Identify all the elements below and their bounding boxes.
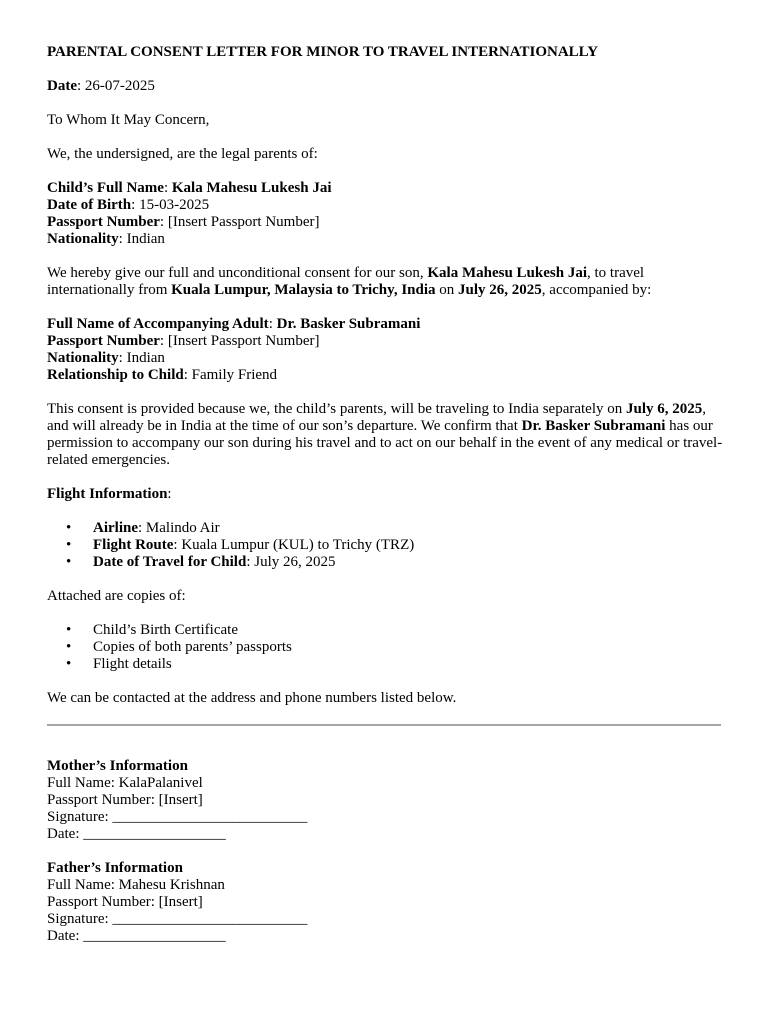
child-nationality-line bbox=[47, 231, 723, 248]
adult-passport-label: Passport Number bbox=[47, 333, 160, 349]
consent-text-1: We hereby give our full and unconditional consent for our son, bbox=[47, 265, 428, 281]
salutation: To Whom It May Concern, bbox=[47, 112, 210, 128]
adult-nationality-label: Nationality bbox=[47, 350, 119, 366]
list-item bbox=[93, 537, 723, 554]
contact-line: We can be contacted at the address and phone numbers listed below. bbox=[47, 690, 457, 706]
adult-relationship-label: Relationship to Child bbox=[47, 367, 184, 383]
flight-heading-text: Flight Information bbox=[47, 486, 168, 502]
mother-signature-line: Signature: __________________________ bbox=[47, 809, 308, 825]
adult-details bbox=[47, 316, 723, 384]
adult-passport-value: : [Insert Passport Number] bbox=[159, 333, 320, 349]
list-item: • Child’s Birth Certificate bbox=[93, 622, 723, 639]
mother-heading bbox=[47, 758, 723, 775]
reason-paragraph bbox=[47, 401, 723, 469]
adult-name-label: Full Name of Accompanying Adult bbox=[47, 316, 269, 332]
adult-nationality-line bbox=[47, 350, 723, 367]
father-heading bbox=[47, 860, 723, 877]
reason-text-3: has our permission to accompany our son during his travel and to act on our behalf in the event of any medical or travel-related emergencies. bbox=[47, 418, 723, 468]
adult-relationship-value: : Family Friend bbox=[183, 367, 278, 383]
mother-date-line: Date: ___________________ bbox=[47, 826, 226, 842]
child-dob-line bbox=[47, 197, 723, 214]
flight-heading-colon: : bbox=[167, 486, 172, 502]
consent-travel-date: July 26, 2025 bbox=[458, 282, 542, 298]
adult-nationality-value: : Indian bbox=[118, 350, 165, 366]
date-line bbox=[47, 78, 723, 95]
date-value: : 26-07-2025 bbox=[77, 78, 155, 94]
flight-route-label: Flight Route bbox=[93, 537, 174, 553]
reason-parents-date: July 6, 2025 bbox=[626, 401, 703, 417]
father-date-line: Date: ___________________ bbox=[47, 928, 226, 944]
attachments-list bbox=[47, 622, 723, 673]
date-label: Date bbox=[47, 78, 77, 94]
list-item: • Flight details bbox=[93, 656, 723, 673]
flight-route-value: : Kuala Lumpur (KUL) to Trichy (TRZ) bbox=[173, 537, 415, 553]
reason-text-1: This consent is provided because we, the child’s parents, will be traveling to India separately on bbox=[47, 401, 627, 417]
father-full-name: Full Name: Mahesu Krishnan bbox=[47, 877, 225, 893]
letter-page bbox=[47, 44, 723, 945]
father-passport: Passport Number: [Insert] bbox=[47, 894, 203, 910]
child-passport-label: Passport Number bbox=[47, 214, 160, 230]
father-info bbox=[47, 860, 723, 945]
flight-date-label: Date of Travel for Child bbox=[93, 554, 247, 570]
child-passport-value: : [Insert Passport Number] bbox=[159, 214, 320, 230]
consent-text-3: on bbox=[435, 282, 459, 298]
child-nationality-label: Nationality bbox=[47, 231, 119, 247]
father-heading-text: Father’s Information bbox=[47, 860, 183, 876]
adult-name-line bbox=[47, 316, 723, 333]
consent-paragraph bbox=[47, 265, 723, 299]
child-dob-value: : 15-03-2025 bbox=[131, 197, 210, 213]
adult-relationship-line bbox=[47, 367, 723, 384]
horizontal-divider bbox=[47, 724, 721, 726]
mother-full-name: Full Name: KalaPalanivel bbox=[47, 775, 203, 791]
consent-text-2: , to travel internationally from bbox=[47, 265, 645, 298]
flight-heading bbox=[47, 486, 723, 503]
child-name-line bbox=[47, 180, 723, 197]
child-details bbox=[47, 180, 723, 248]
flight-date-value: : July 26, 2025 bbox=[246, 554, 336, 570]
adult-name-value: Dr. Basker Subramani bbox=[276, 316, 421, 332]
list-item bbox=[93, 554, 723, 571]
attachments-intro: Attached are copies of: bbox=[47, 588, 186, 604]
child-name-sep: : bbox=[163, 180, 172, 196]
flight-airline-value: : Malindo Air bbox=[138, 520, 220, 536]
letter-title: PARENTAL CONSENT LETTER FOR MINOR TO TRAVEL INTERNATIONALLY bbox=[47, 44, 599, 60]
child-name-label: Child’s Full Name bbox=[47, 180, 164, 196]
mother-info bbox=[47, 758, 723, 843]
child-dob-label: Date of Birth bbox=[47, 197, 132, 213]
child-name-value: Kala Mahesu Lukesh Jai bbox=[171, 180, 332, 196]
intro-paragraph: We, the undersigned, are the legal parents of: bbox=[47, 146, 318, 162]
adult-passport-line bbox=[47, 333, 723, 350]
mother-passport: Passport Number: [Insert] bbox=[47, 792, 203, 808]
father-signature-line: Signature: __________________________ bbox=[47, 911, 308, 927]
reason-adult-name: Dr. Basker Subramani bbox=[521, 418, 666, 434]
list-item: • Copies of both parents’ passports bbox=[93, 639, 723, 656]
child-passport-line bbox=[47, 214, 723, 231]
consent-child-name: Kala Mahesu Lukesh Jai bbox=[427, 265, 587, 281]
list-item bbox=[93, 520, 723, 537]
flight-list bbox=[47, 520, 723, 571]
mother-heading-text: Mother’s Information bbox=[47, 758, 188, 774]
flight-airline-label: Airline bbox=[93, 520, 138, 536]
adult-name-sep: : bbox=[268, 316, 277, 332]
consent-route: Kuala Lumpur, Malaysia to Trichy, India bbox=[171, 282, 436, 298]
reason-text-2: , and will already be in India at the time of our son’s departure. We confirm that bbox=[47, 401, 707, 434]
consent-text-4: , accompanied by: bbox=[541, 282, 652, 298]
child-nationality-value: : Indian bbox=[118, 231, 165, 247]
